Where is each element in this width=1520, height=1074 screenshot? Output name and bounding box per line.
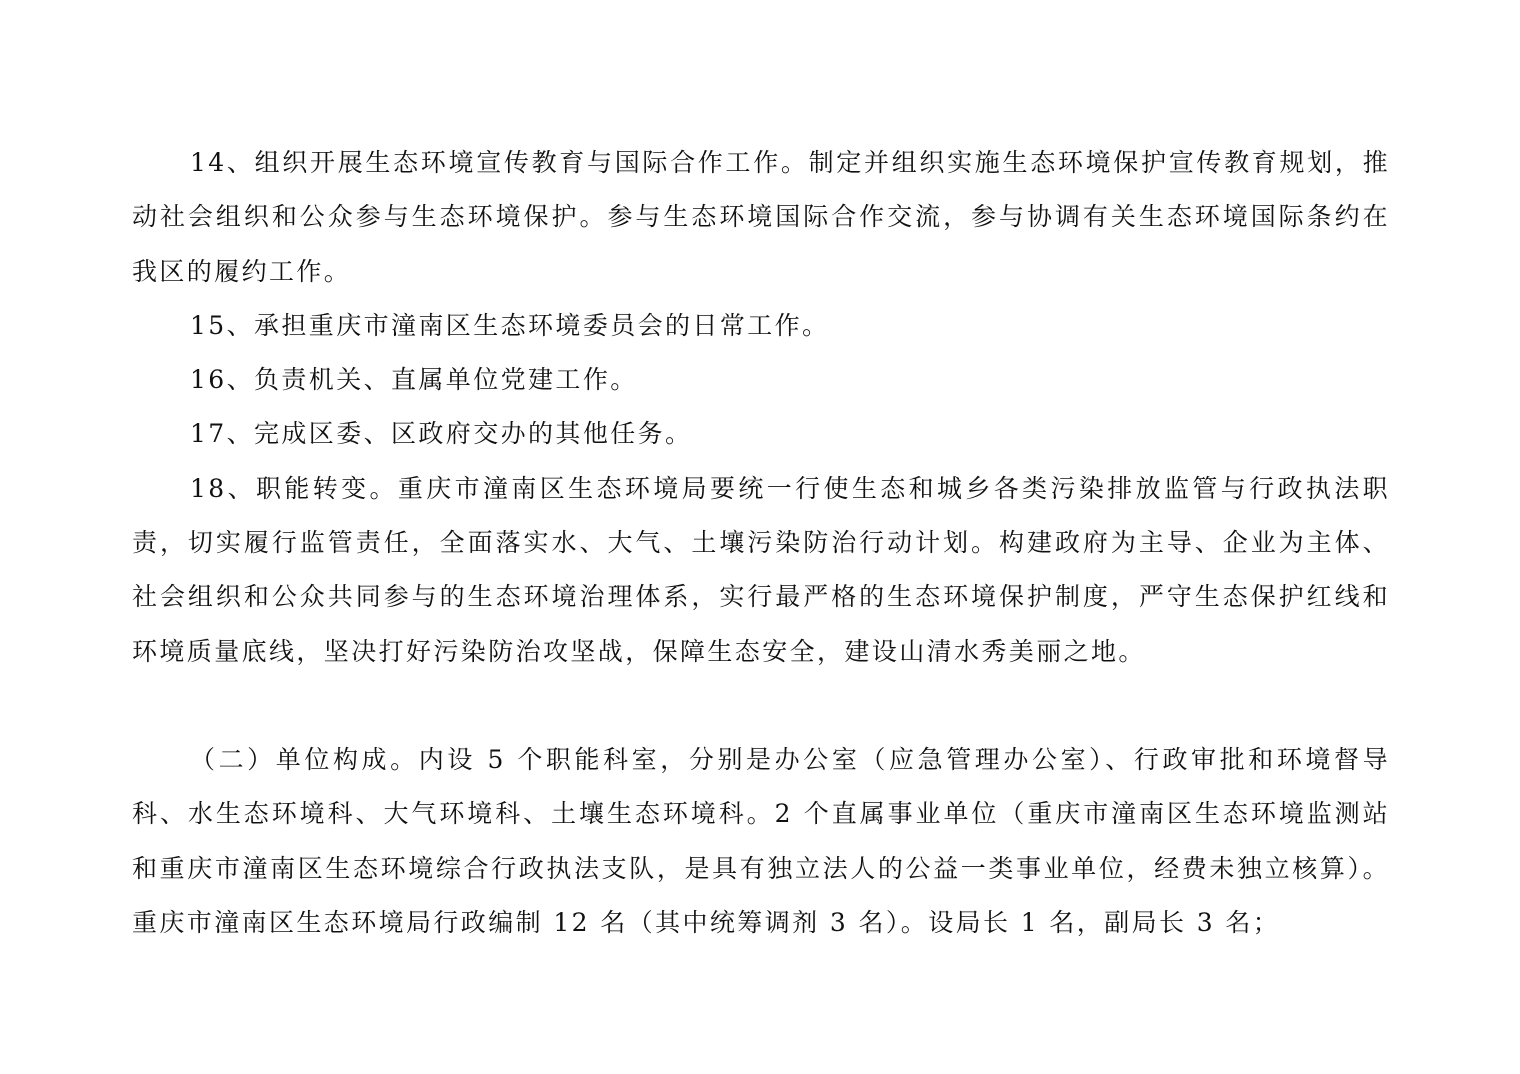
document-body	[132, 136, 1390, 950]
paragraph-item-16: 16、负责机关、直属单位党建工作。	[190, 365, 638, 395]
paragraph-item-14: 14、组织开展生态环境宣传教育与国际合作工作。制定并组织实施生态环境保护宣传教育规划，推动社会组织和公众参与生态环境保护。参与生态环境国际合作交流，参与协调有关生态环境国际条约在我区的履约工作。	[132, 148, 1390, 286]
paragraph-item-15: 15、承担重庆市潼南区生态环境委员会的日常工作。	[190, 310, 830, 340]
unit-composition-paragraph: （二）单位构成。内设 5 个职能科室，分别是办公室（应急管理办公室）、行政审批和环境督导科、水生态环境科、大气环境科、土壤生态环境科。2 个直属事业单位（重庆市潼南区生态环境监测站和重庆市潼南区生态环境综合行政执法支队，是具有独立法人的公益一类事业单位，经费未独立核算）。重庆市潼南区生态环境局行政编制 12 名（其中统筹调剂 3 名）。设局长 1 名，副局长 3 名；	[132, 744, 1390, 937]
paragraph-item-18: 18、职能转变。重庆市潼南区生态环境局要统一行使生态和城乡各类污染排放监管与行政执法职责，切实履行监管责任，全面落实水、大气、土壤污染防治行动计划。构建政府为主导、企业为主体、社会组织和公众共同参与的生态环境治理体系，实行最严格的生态环境保护制度，严守生态保护红线和环境质量底线，坚决打好污染防治攻坚战，保障生态安全，建设山清水秀美丽之地。	[132, 473, 1390, 666]
section-gap	[132, 679, 1390, 733]
paragraph-item-17: 17、完成区委、区政府交办的其他任务。	[190, 419, 693, 449]
